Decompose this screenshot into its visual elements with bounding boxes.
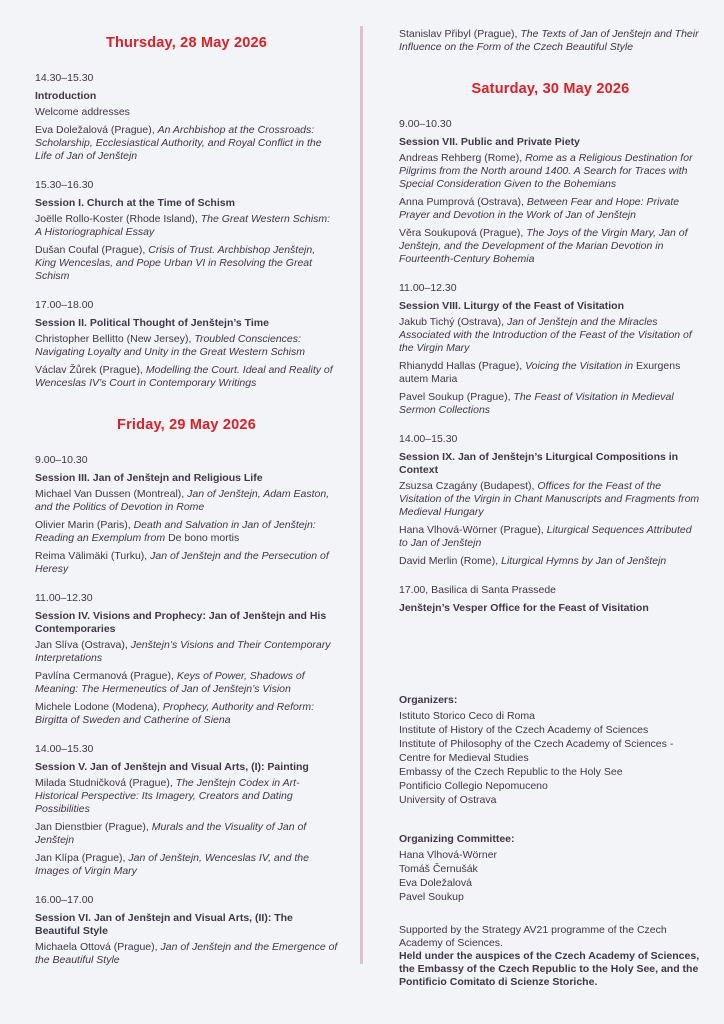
speaker-name: Reima Välimäki (Turku), [35,550,151,562]
session-title: Session II. Political Thought of Jenštejn’s Time [35,317,269,329]
speaker-name: Věra Soukupová (Prague), [399,227,527,239]
session-title: Introduction [35,90,97,102]
time-slot: 14.30–15.30 [35,72,94,84]
day-heading: Friday, 29 May 2026 [117,417,256,433]
speaker-name: Michaela Ottová (Prague), [35,941,161,953]
speaker-name: Stanislav Přibyl (Prague), [399,28,521,40]
paper-entry [35,941,338,967]
speaker-name: Anna Pumprová (Ostrava), [399,196,527,208]
paper-entry [35,777,338,816]
paper-entry [35,213,338,239]
org-line: Tomáš Černušák [399,863,478,875]
org-line: Istituto Storico Ceco di Roma [399,710,535,722]
session-title: Session VI. Jan of Jenštejn and Visual Arts, (II): The Beautiful Style [35,912,293,937]
paper-entry [399,480,702,519]
speaker-name: Supported by the Strategy AV21 programme of the Czech Academy of Sciences. [399,924,667,949]
work-title: Jan of Jenštejn and the Persecution of Heresy [35,550,329,575]
org-line: Institute of Philosophy of the Czech Academy of Sciences - Centre for Medieval Studies [399,738,674,764]
time-slot: 9.00–10.30 [35,454,88,466]
work-title: Offices for the Feast of the Visitation of the Virgin in Chant Manuscripts and Fragments from Medieval Hungary [399,480,700,518]
speaker-name: Pavel Soukup (Prague), [399,391,514,403]
work-title: Jan of Jenštejn, Adam Easton, and the Politics of Devotion in Rome [35,488,330,513]
org-line: Hana Vlhová-Wörner [399,849,498,861]
work-title: The Feast of Visitation in Medieval Sermon Collections [399,391,674,416]
org-line: Eva Doležalová [399,877,472,889]
speaker-name: Hana Vlhová-Wörner (Prague), [399,524,547,536]
speaker-name: Joëlle Rollo-Koster (Rhode Island), [35,213,201,225]
paper-entry [35,244,338,283]
speaker-name: Jan Slíva (Ostrava), [35,639,131,651]
speaker-name: Exurgens autem Maria [399,360,681,385]
paper-entry [35,639,338,665]
session-title: Session IX. Jan of Jenštejn’s Liturgical Compositions in Context [399,451,679,476]
speaker-name: Zsuzsa Czagány (Budapest), [399,480,538,492]
time-slot: 17.00–18.00 [35,299,94,311]
work-title: Prophecy, Authority and Reform: Birgitta of Sweden and Catherine of Siena [35,701,314,726]
paper-entry [399,227,702,266]
paper-entry [35,124,338,163]
org-line: Pontificio Collegio Nepomuceno [399,780,548,792]
work-title: The Texts of Jan of Jenštejn and Their Influence on the Form of the Czech Beautiful Style [399,28,699,53]
work-title: Liturgical Hymns by Jan of Jenštejn [501,555,667,567]
paper-entry [35,852,338,878]
work-title: Crisis of Trust. Archbishop Jenštejn, King Wenceslas, and Pope Urban VI in Resolving the Great Schism [35,244,316,282]
time-slot: 14.00–15.30 [399,433,458,445]
text-line: Welcome addresses [35,106,130,118]
session-title: Session IV. Visions and Prophecy: Jan of Jenštejn and His Contemporaries [35,610,327,635]
speaker-name: Christopher Bellitto (New Jersey), [35,333,195,345]
org-line: University of Ostrava [399,794,497,806]
session-title: Session V. Jan of Jenštejn and Visual Arts, (I): Painting [35,761,309,773]
right-column [362,0,724,1024]
speaker-name: Jakub Tichý (Ostrava), [399,316,507,328]
paper-entry [35,550,338,576]
work-title: Jan of Jenštejn, Wenceslas IV, and the Images of Virgin Mary [35,852,309,877]
speaker-name: David Merlin (Rome), [399,555,502,567]
work-title: Between Fear and Hope: Private Prayer and Devotion in the Work of Jan of Jenštejn [399,196,680,221]
work-title: Rome as a Religious Destination for Pilgrims from the North around 1400. A Search for Traces with Special Consideration Given to the Bohemians [399,152,693,190]
paper-entry [399,391,702,417]
speaker-name: Dušan Coufal (Prague), [35,244,149,256]
time-slot: 11.00–12.30 [399,282,457,294]
time-slot: 11.00–12.30 [35,592,93,604]
work-title: Keys of Power, Shadows of Meaning: The Hermeneutics of Jan of Jenštejn’s Vision [35,670,305,695]
paper-entry [399,28,702,54]
work-title: An Archbishop at the Crossroads: Scholarship, Ecclesiastical Authority, and Royal Conflict in the Life of Jan of Jenštejn [35,124,322,162]
time-slot: 16.00–17.00 [35,894,94,906]
note-paragraph [399,924,702,950]
section-label: Organizing Committee: [399,833,515,845]
emphasis-text: Held under the auspices of the Czech Academy of Sciences, the Embassy of the Czech Republic to the Holy See, and the Pontificio Comitato di Scienze Storiche. [399,950,700,988]
work-title: Jenštejn’s Visions and Their Contemporary Interpretations [35,639,331,664]
time-slot: 17.00, Basilica di Santa Prassede [399,584,557,596]
speaker-name: Milada Studničková (Prague), [35,777,176,789]
paper-entry [35,519,338,545]
paper-entry [35,488,338,514]
speaker-name: De bono mortis [168,532,240,544]
work-title: Jan of Jenštejn and the Emergence of the Beautiful Style [35,941,338,966]
paper-entry [35,364,338,390]
org-line: Institute of History of the Czech Academy of Sciences [399,724,649,736]
section-label: Organizers: [399,694,458,706]
work-title: Liturgical Sequences Attributed to Jan of Jenštejn [399,524,692,549]
work-title: The Great Western Schism: A Historiographical Essay [35,213,331,238]
speaker-name: Pavlína Cermanová (Prague), [35,670,177,682]
work-title: The Jenštejn Codex in Art-Historical Perspective: Its Imagery, Creators and Dating Possibilities [35,777,300,815]
work-title: The Joys of the Virgin Mary, Jan of Jenštejn, and the Development of the Marian Devotion in Fourteenth-Century Bohemia [399,227,688,265]
speaker-name: Andreas Rehberg (Rome), [399,152,526,164]
time-slot: 15.30–16.30 [35,179,94,191]
speaker-name: Olivier Marin (Paris), [35,519,134,531]
paper-entry [35,670,338,696]
spacer [399,618,702,668]
speaker-name: Jan Klípa (Prague), [35,852,129,864]
session-title: Session III. Jan of Jenštejn and Religious Life [35,472,263,484]
speaker-name: Michele Lodone (Modena), [35,701,163,713]
paper-entry [399,196,702,222]
work-title: Death and Salvation in Jan of Jenštejn: Reading an Exemplum from [35,519,316,544]
session-title: Session I. Church at the Time of Schism [35,197,235,209]
paper-entry [399,152,702,191]
time-slot: 14.00–15.30 [35,743,94,755]
paper-entry [399,316,702,355]
work-title: Troubled Consciences: Navigating Loyalty and Unity in the Great Western Schism [35,333,306,358]
time-slot: 9.00–10.30 [399,118,452,130]
work-title: Voicing the Visitation in [525,360,636,372]
session-title: Session VIII. Liturgy of the Feast of Visitation [399,300,625,312]
speaker-name: Jan Dienstbier (Prague), [35,821,152,833]
speaker-name: Eva Doležalová (Prague), [35,124,158,136]
work-title: Modelling the Court. Ideal and Reality of Wenceslas IV’s Court in Contemporary Writings [35,364,333,389]
speaker-name: Václav Žůrek (Prague), [35,364,146,376]
speaker-name: Rhianydd Hallas (Prague), [399,360,526,372]
day-heading: Thursday, 28 May 2026 [105,35,268,51]
session-title: Session VII. Public and Private Piety [399,136,580,148]
org-line: Pavel Soukup [399,891,464,903]
work-title: Murals and the Visuality of Jan of Jenštejn [35,821,307,846]
paper-entry [35,821,338,847]
speaker-name: Michael Van Dussen (Montreal), [35,488,188,500]
day-heading: Saturday, 30 May 2026 [471,81,630,97]
paper-entry [399,555,702,568]
paper-entry [399,524,702,550]
column-divider [360,26,363,964]
session-title: Jenštejn’s Vesper Office for the Feast of Visitation [399,602,649,614]
paper-entry [35,333,338,359]
note-paragraph [399,950,702,989]
work-title: Jan of Jenštejn and the Miracles Associated with the Introduction of the Feast of the Visitation of the Virgin Mary [399,316,692,354]
org-line: Embassy of the Czech Republic to the Holy See [399,766,623,778]
paper-entry [399,360,702,386]
paper-entry [35,701,338,727]
